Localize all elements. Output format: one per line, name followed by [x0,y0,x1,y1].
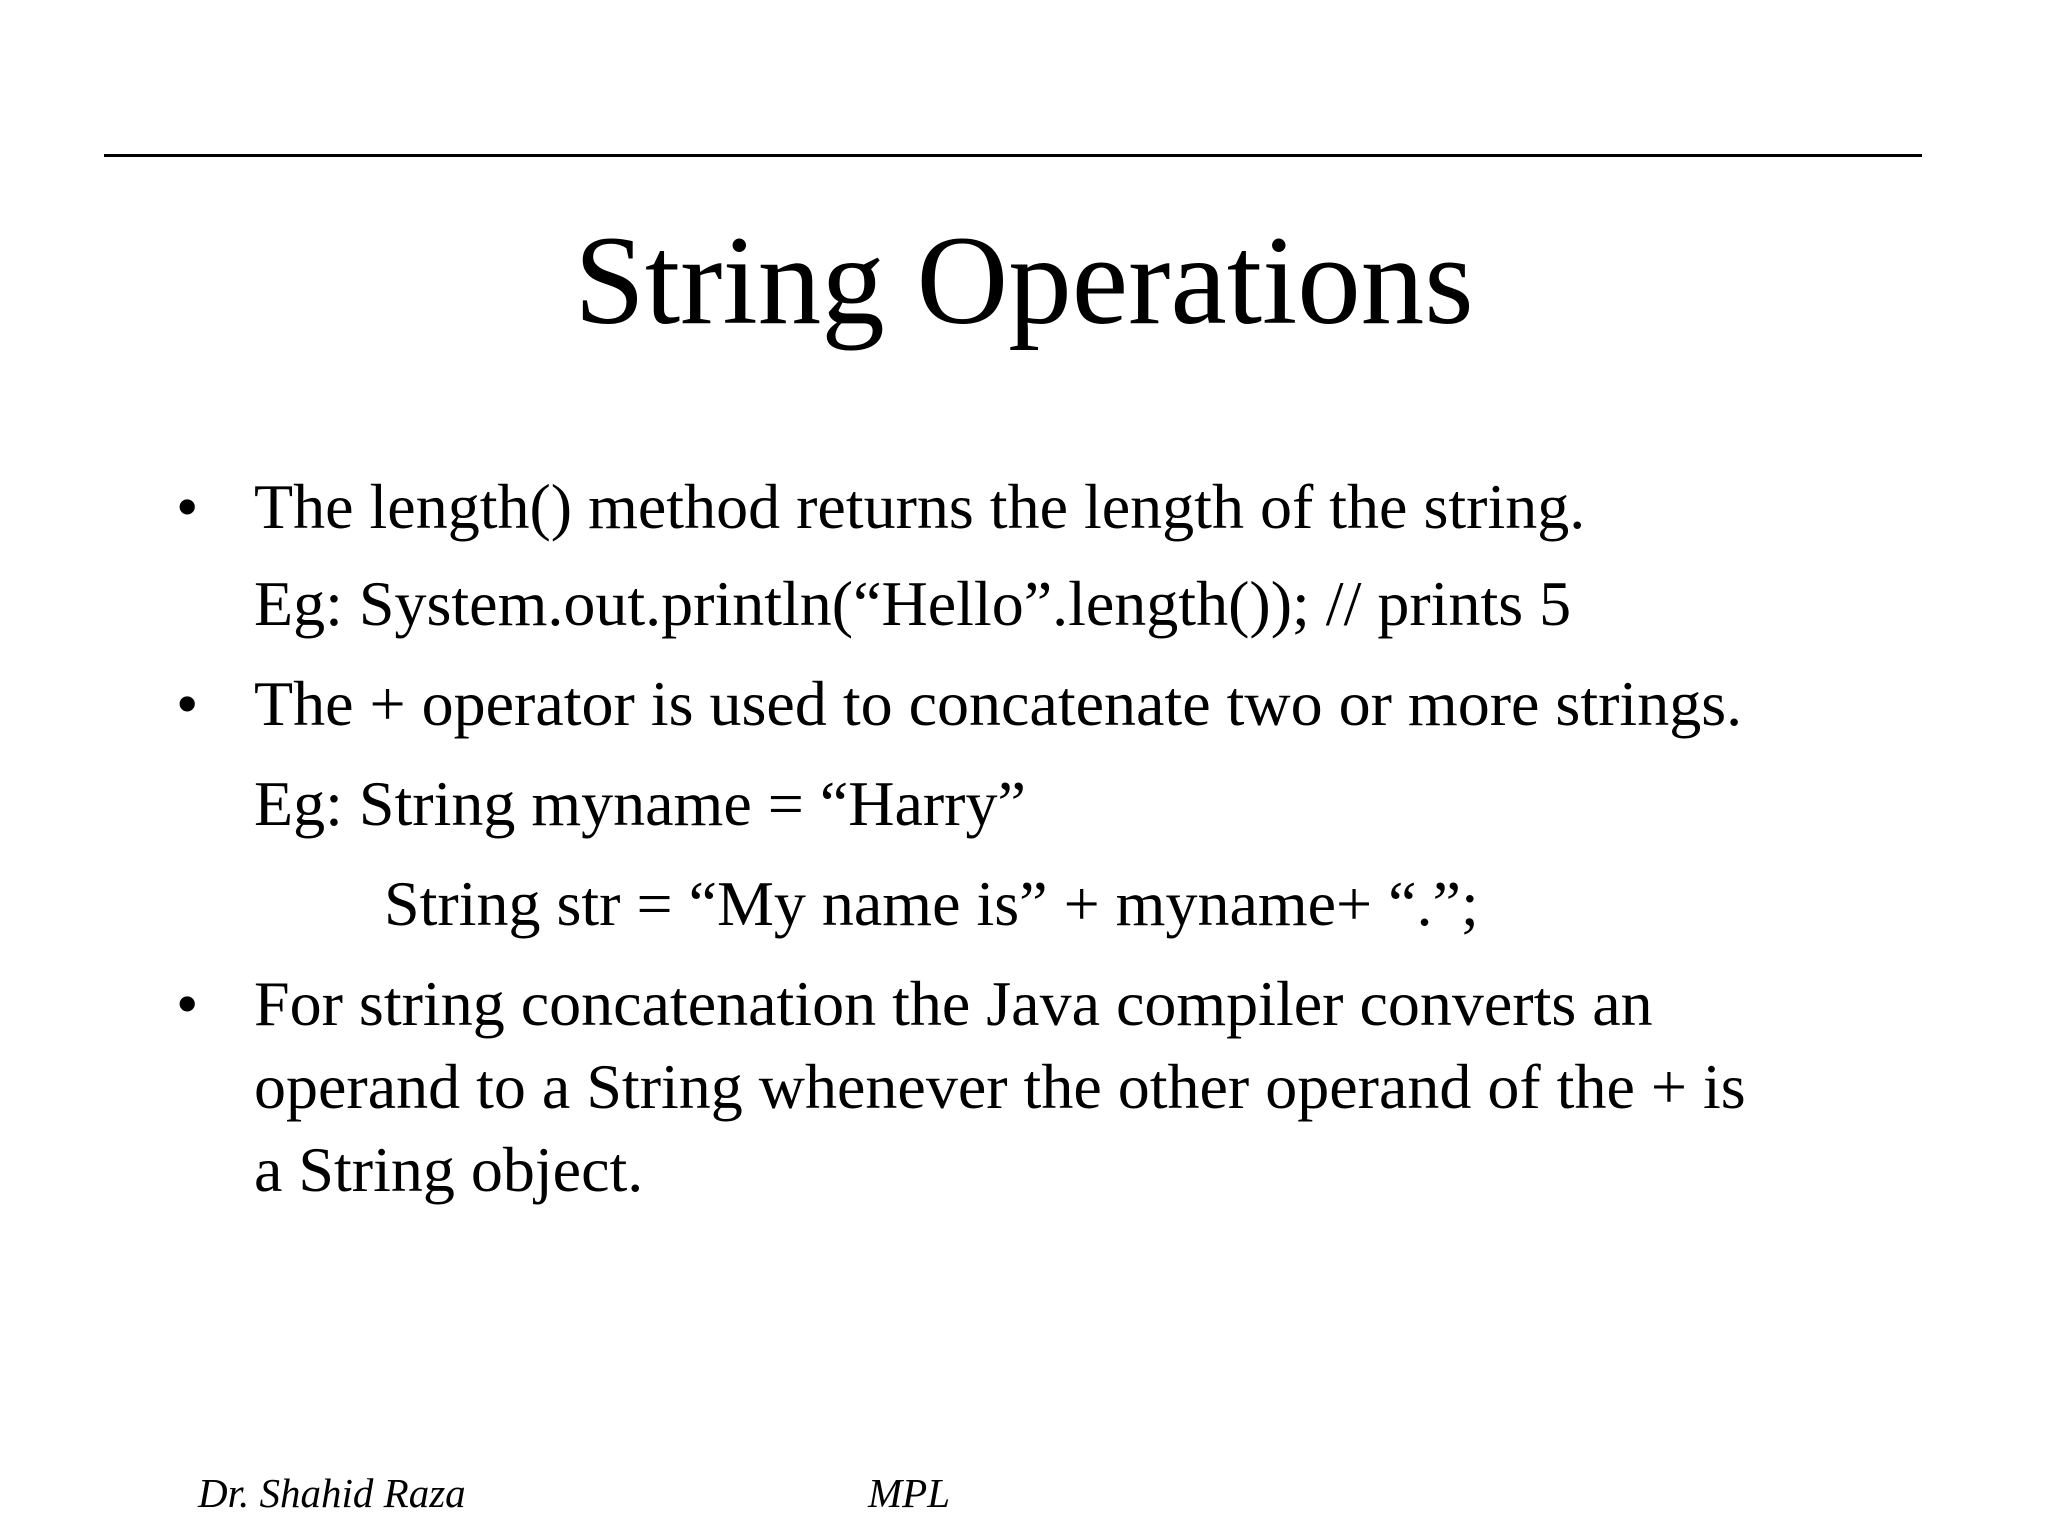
bullet-1-text: The length() method returns the length of the string. [254,471,1586,542]
bullet-marker: • [176,668,199,739]
bullet-2-example-2: String str = “My name is” + myname+ “.”; [384,868,1479,939]
footer-course: MPL [868,1470,950,1516]
footer-author: Dr. Shahid Raza [198,1470,466,1516]
bullet-3-line-2: operand to a String whenever the other operand of the + is [254,1051,1746,1122]
bullet-2-text: The + operator is used to concatenate two or more strings. [254,668,1743,739]
bullet-marker: • [176,471,199,542]
slide-title: String Operations [574,211,1474,351]
bullet-2-example-1: Eg: String myname = “Harry” [254,768,1026,839]
bullet-1-example: Eg: System.out.println(“Hello”.length()); // prints 5 [254,568,1572,639]
bullet-3-line-1: For string concatenation the Java compiler converts an [254,968,1653,1039]
bullet-3-line-3: a String object. [254,1134,644,1205]
bullet-marker: • [176,968,199,1039]
